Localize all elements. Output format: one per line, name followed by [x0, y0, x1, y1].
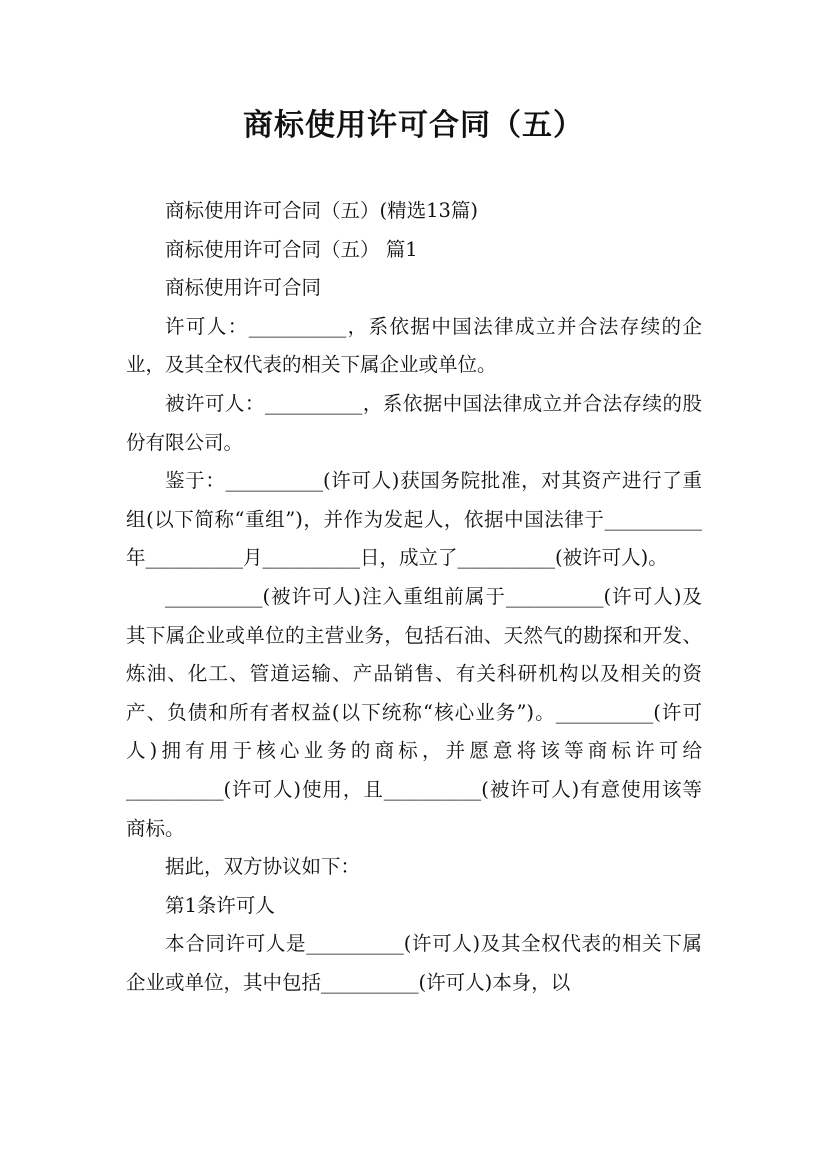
paragraph-licensee: 被许可人：__________，系依据中国法律成立并合法存续的股份有限公司。	[126, 391, 702, 454]
paragraph-article-1-body: 本合同许可人是__________(许可人)及其全权代表的相关下属企业或单位，其中包括__________(许可人)本身，以	[126, 932, 702, 994]
paragraph-article-1-heading: 第1条许可人	[165, 893, 275, 917]
paragraph-agreement: 据此，双方协议如下：	[165, 855, 361, 879]
paragraph-whereas: 鉴于：__________(许可人)获国务院批准，对其资产进行了重组(以下简称“重组”)，并作为发起人，依据中国法律于__________年__________月__________日，成立了__________(被许可人)。	[126, 469, 702, 570]
paragraph-contract-name: 商标使用许可合同	[165, 276, 322, 300]
paragraph-subtitle: 商标使用许可合同（五）(精选13篇)	[165, 199, 479, 222]
paragraph-licensor: 许可人：__________，系依据中国法律成立并合法存续的企业，及其全权代表的相关下属企业或单位。	[126, 314, 702, 377]
paragraph-section-heading: 商标使用许可合同（五） 篇1	[165, 237, 418, 261]
document-title: 商标使用许可合同（五）	[243, 108, 584, 143]
paragraph-core-business: __________(被许可人)注入重组前属于__________(许可人)及其下属企业或单位的主营业务，包括石油、天然气的勘探和开发、炼油、化工、管道运输、产品销售、有关科研机构以及相关的资产、负债和所有者权益(以下统称“核心业务”)。__________(许可人)拥有用于核心业务的商标，并愿意将该等商标许可给__________(许可人)使用，且__________(被许可人)有意使用该等商标。	[126, 584, 702, 840]
document-body	[126, 192, 702, 1002]
